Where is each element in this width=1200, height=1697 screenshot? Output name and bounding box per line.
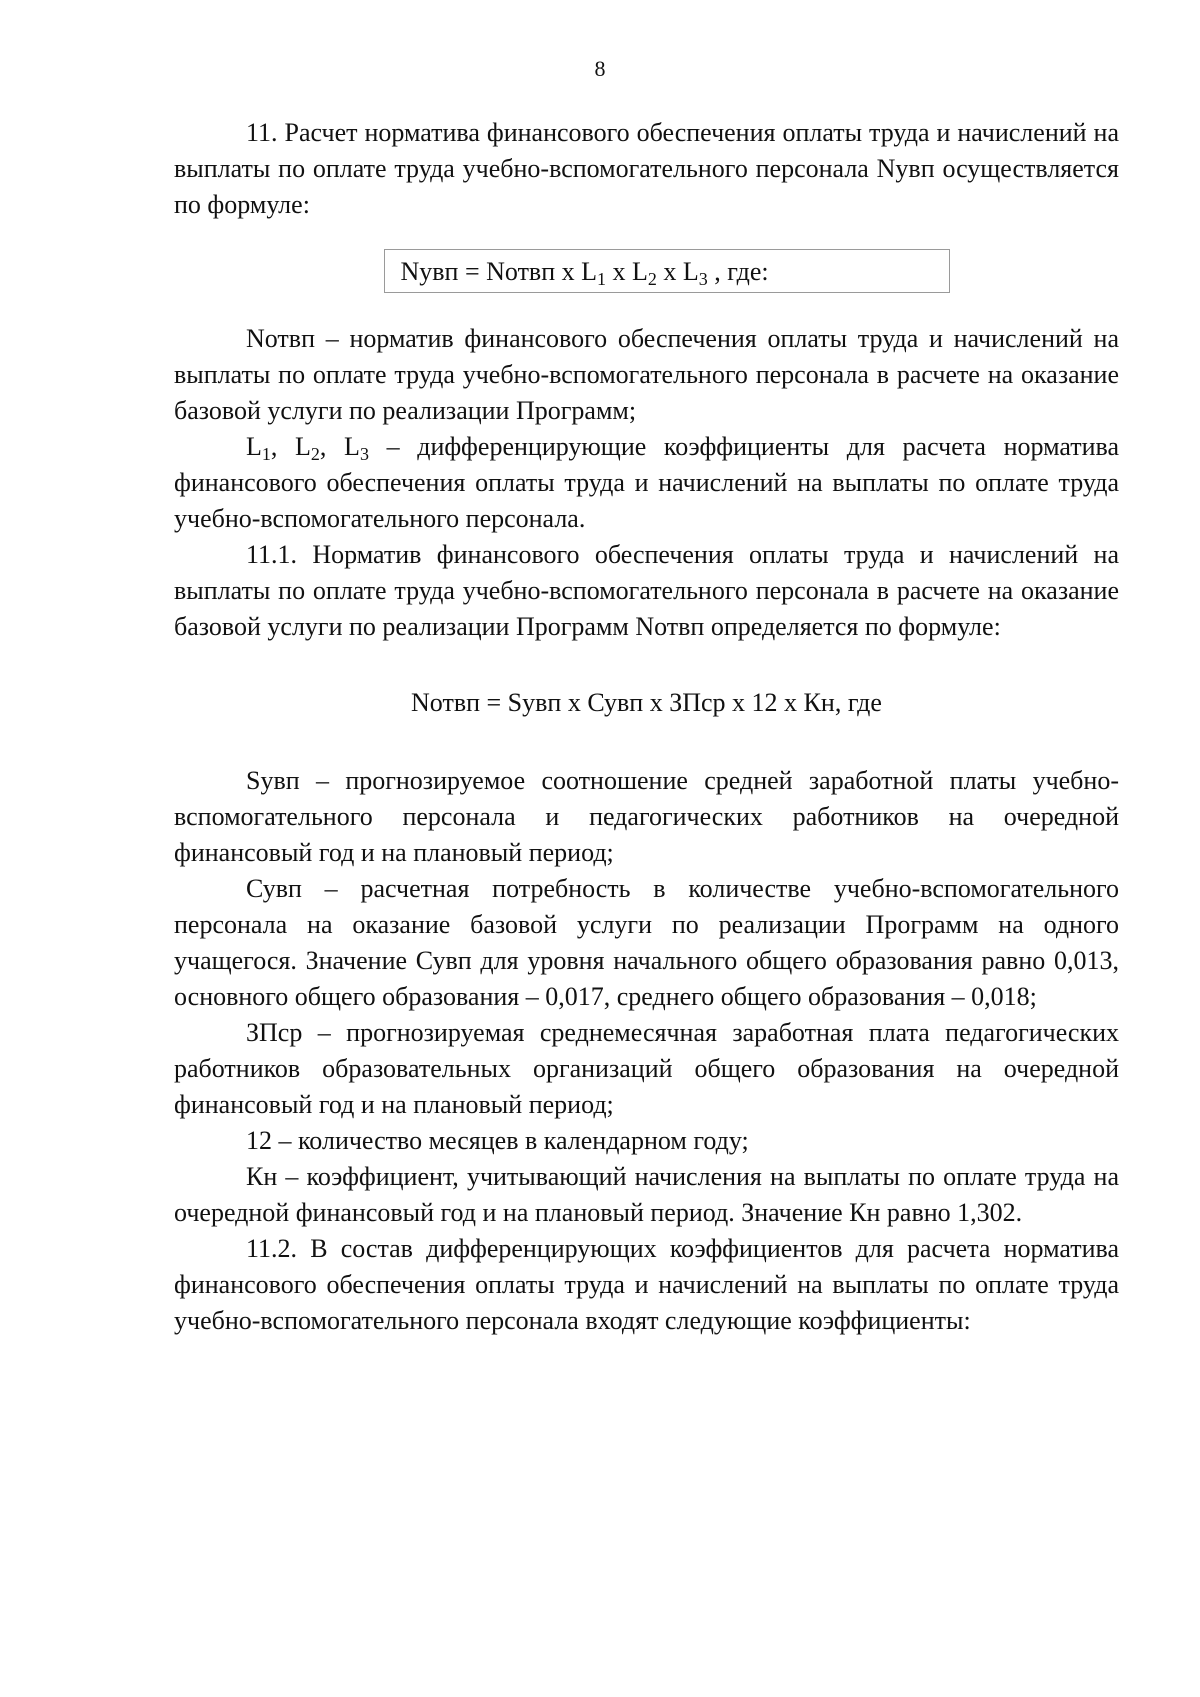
paragraph-11: 11. Расчет норматива финансового обеспечения оплаты труда и начислений на выплаты по оплате труда учебно-вспомогательного персонала Nувп осуществляется по формуле: (174, 118, 1119, 219)
l3-label: , L (319, 432, 360, 461)
l2-subscript: 2 (310, 444, 320, 464)
paragraph-cuvp-definition: Сувп – расчетная потребность в количестве учебно-вспомогательного персонала на оказание базовой услуги по реализации Программ на одного учащегося. Значение Сувп для уровня начального общего образования равно 0,013, основного общего образования – 0,017, среднего общего образования – 0,018; (174, 874, 1119, 1011)
paragraph-kn-definition: Кн – коэффициент, учитывающий начисления на выплаты по оплате труда на очередной финансовый год и на плановый период. Значение Кн равно 1,302. (174, 1162, 1119, 1227)
page-number: 8 (594, 56, 606, 81)
formula-nuvp (384, 249, 950, 293)
l2-label: , L (270, 432, 311, 461)
formula-notvp: Nотвп = Sувп х Сувп х ЗПср х 12 х Кн, где (411, 688, 882, 717)
paragraph-12-definition: 12 – количество месяцев в календарном году; (246, 1126, 749, 1155)
l1-label: L (246, 432, 262, 461)
paragraph-11-1: 11.1. Норматив финансового обеспечения оплаты труда и начислений на выплаты по оплате труда учебно-вспомогательного персонала в расчете на оказание базовой услуги по реализации Программ Nотвп определяется по формуле: (174, 540, 1119, 641)
formula-nuvp-prefix: Nувп = Nотвп х L (400, 257, 597, 286)
formula-l1-subscript: 1 (597, 269, 606, 289)
formula-box-wrapper (174, 249, 1119, 293)
paragraph-zpsr-definition: ЗПср – прогнозируемая среднемесячная заработная плата педагогических работников образовательных организаций общего образования на очередной финансовый год и на плановый период; (174, 1018, 1119, 1119)
formula-suffix: , где: (707, 257, 769, 286)
paragraph-l-coefficients (174, 429, 1119, 537)
paragraph-suvp-definition: Sувп – прогнозируемое соотношение средней заработной платы учебно-вспомогательного персонала и педагогических работников на очередной финансовый год и на плановый период; (174, 766, 1119, 867)
formula-x2: х L (606, 257, 648, 286)
document-body (174, 115, 1119, 1339)
l-coefficients-text: – дифференцирующие коэффициенты для расчета норматива финансового обеспечения оплаты труда и начислений на выплаты по оплате труда учебно-вспомогательного персонала. (174, 432, 1119, 533)
formula-l3-subscript: 3 (698, 269, 708, 289)
formula-l2-subscript: 2 (647, 269, 657, 289)
formula-x3: х L (656, 257, 699, 286)
paragraph-11-2: 11.2. В состав дифференцирующих коэффициентов для расчета норматива финансового обеспечения оплаты труда и начислений на выплаты по оплате труда учебно-вспомогательного персонала входят следующие коэффициенты: (174, 1234, 1119, 1335)
l3-subscript: 3 (359, 444, 369, 464)
paragraph-notvp-definition: Nотвп – норматив финансового обеспечения оплаты труда и начислений на выплаты по оплате труда учебно-вспомогательного персонала в расчете на оказание базовой услуги по реализации Программ; (174, 324, 1119, 425)
l1-subscript: 1 (261, 444, 271, 464)
